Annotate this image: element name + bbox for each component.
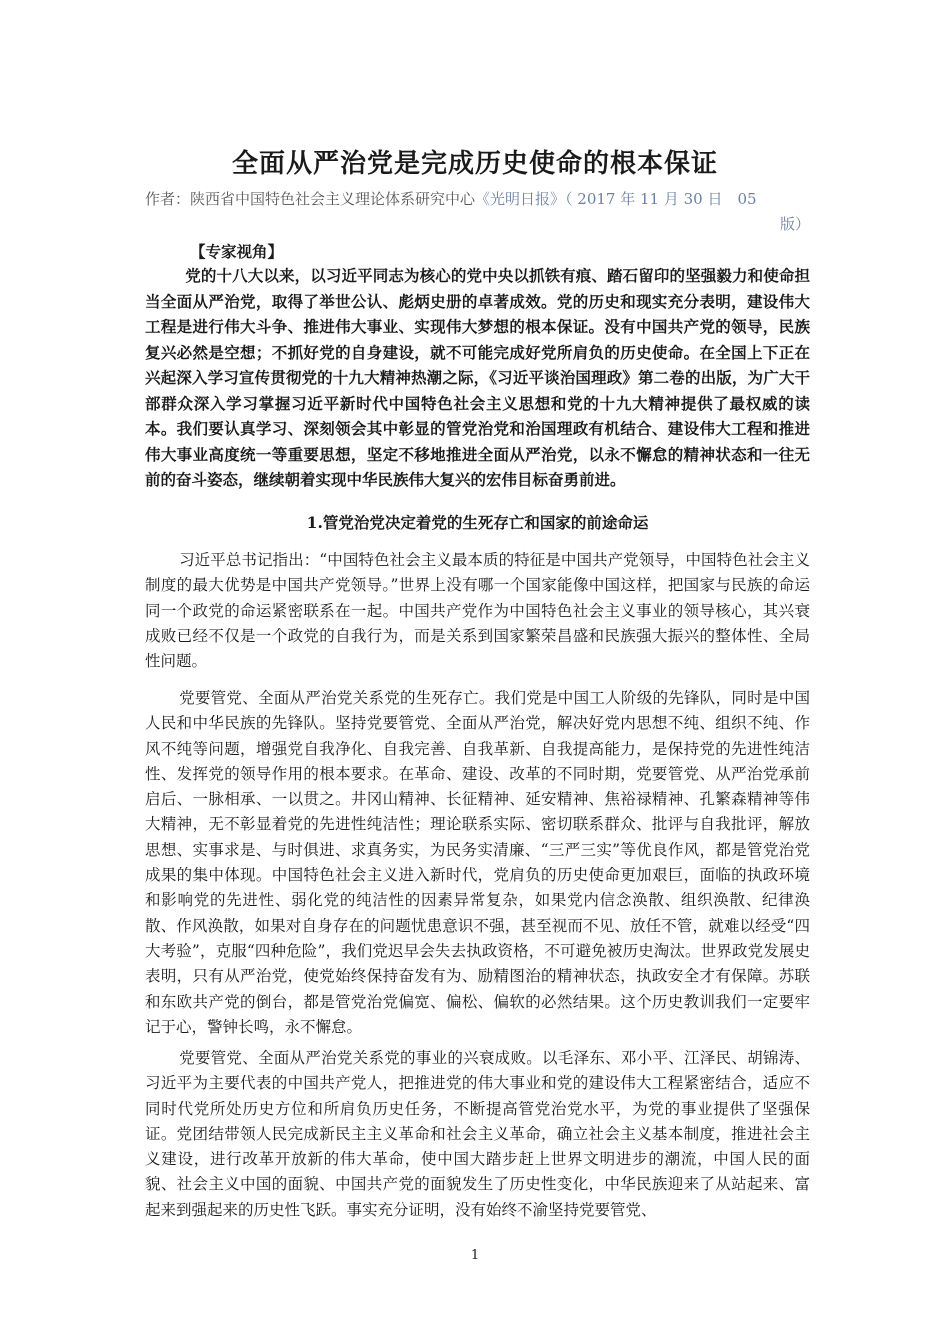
page-number: 1 [470, 1248, 480, 1263]
byline [145, 187, 810, 237]
byline-line [145, 187, 810, 212]
page-title: 全面从严治党是完成历史使命的根本保证 [231, 149, 718, 179]
body-paragraph-2: 党要管党、全面从严治党关系党的生死存亡。我们党是中国工人阶级的先锋队，同时是中国人民和中华民族的先锋队。坚持党要管党、全面从严治党，解决好党内思想不纯、组织不纯、作风不纯等问题，增强党自我净化、自我完善、自我革新、自我提高能力，是保持党的先进性纯洁性、发挥党的领导作用的根本要求。在革命、建设、改革的不同时期，党要管党、从严治党承前启后、一脉相承、一以贯之。井冈山精神、长征精神、延安精神、焦裕禄精神、孔繁森精神等伟大精神，无不彰显着党的先进性纯洁性；理论联系实际、密切联系群众、批评与自我批评，解放思想、实事求是、与时俱进、求真务实，为民务实清廉、“三严三实”等优良作风，都是管党治党成果的集中体现。中国特色社会主义进入新时代，党肩负的历史使命更加艰巨，面临的执政环境和影响党的先进性、弱化党的纯洁性的因素异常复杂，如果党内信念涣散、组织涣散、纪律涣散、作风涣散，如果对自身存在的问题忧患意识不强，甚至视而不见、放任不管，就难以经受“四大考验”，克服“四种危险”，我们党迟早会失去执政资格，不可避免被历史淘汰。世界政党发展史表明，只有从严治党，使党始终保持奋发有为、励精图治的精神状态，执政安全才有保障。苏联和东欧共产党的倒台，都是管党治党偏宽、偏松、偏软的必然结果。这个历史教训我们一定要牢记于心，警钟长鸣，永不懈怠。 [145, 689, 810, 1036]
body-paragraph-3: 党要管党、全面从严治党关系党的事业的兴衰成败。以毛泽东、邓小平、江泽民、胡锦涛、习近平为主要代表的中国共产党人，把推进党的伟大事业和党的建设伟大工程紧密结合，适应不同时代党所处历史方位和所肩负历史任务，不断提高管党治党水平，为党的事业提供了坚强保证。党团结带领人民完成新民主主义革命和社会主义革命，确立社会主义基本制度，推进社会主义建设，进行改革开放新的伟大革命，使中国大踏步赶上世界文明进步的潮流，中国人民的面貌、社会主义中国的面貌、中国共产党的面貌发生了历史性变化，中华民族迎来了从站起来、富起来到强起来的历史性飞跃。事实充分证明，没有始终不渝坚持党要管党、 [145, 1049, 810, 1219]
abstract-paragraph: 党的十八大以来，以习近平同志为核心的党中央以抓铁有痕、踏石留印的坚强毅力和使命担当全面从严治党，取得了举世公认、彪炳史册的卓著成效。党的历史和现实充分表明，建设伟大工程是进行伟大斗争、推进伟大事业、实现伟大梦想的根本保证。没有中国共产党的领导，民族复兴必然是空想；不抓好党的自身建设，就不可能完成好党所肩负的历史使命。在全国上下正在兴起深入学习宣传贯彻党的十九大精神热潮之际，《习近平谈治国理政》第二卷的出版，为广大干部群众深入学习掌握习近平新时代中国特色社会主义思想和党的十九大精神提供了最权威的读本。我们要认真学习、深刻领会其中彰显的管党治党和治国理政有机结合、建设伟大工程和推进伟大事业高度统一等重要思想，坚定不移地推进全面从严治党，以永不懈怠的精神状态和一往无前的奋斗姿态，继续朝着实现中华民族伟大复兴的宏伟目标奋勇前进。 [145, 266, 810, 489]
byline-source-tail: 版） [779, 215, 810, 233]
expert-label: 【专家视角】 [190, 242, 284, 261]
byline-author: 作者：陕西省中国特色社会主义理论体系研究中心 [145, 190, 476, 208]
byline-source: 《光明日报》（ 2017 年 11 月 30 日 05 [475, 190, 757, 208]
section-heading: 1.管党治党决定着党的生死存亡和国家的前途命运 [306, 513, 649, 532]
body-paragraph-1: 习近平总书记指出：“中国特色社会主义最本质的特征是中国共产党领导，中国特色社会主义制度的最大优势是中国共产党领导。”世界上没有哪一个国家能像中国这样，把国家与民族的命运同一个政党的命运紧密联系在一起。中国共产党作为中国特色社会主义事业的领导核心，其兴衰成败已经不仅是一个政党的自我行为，而是关系到国家繁荣昌盛和民族强大振兴的整体性、全局性问题。 [145, 551, 810, 671]
